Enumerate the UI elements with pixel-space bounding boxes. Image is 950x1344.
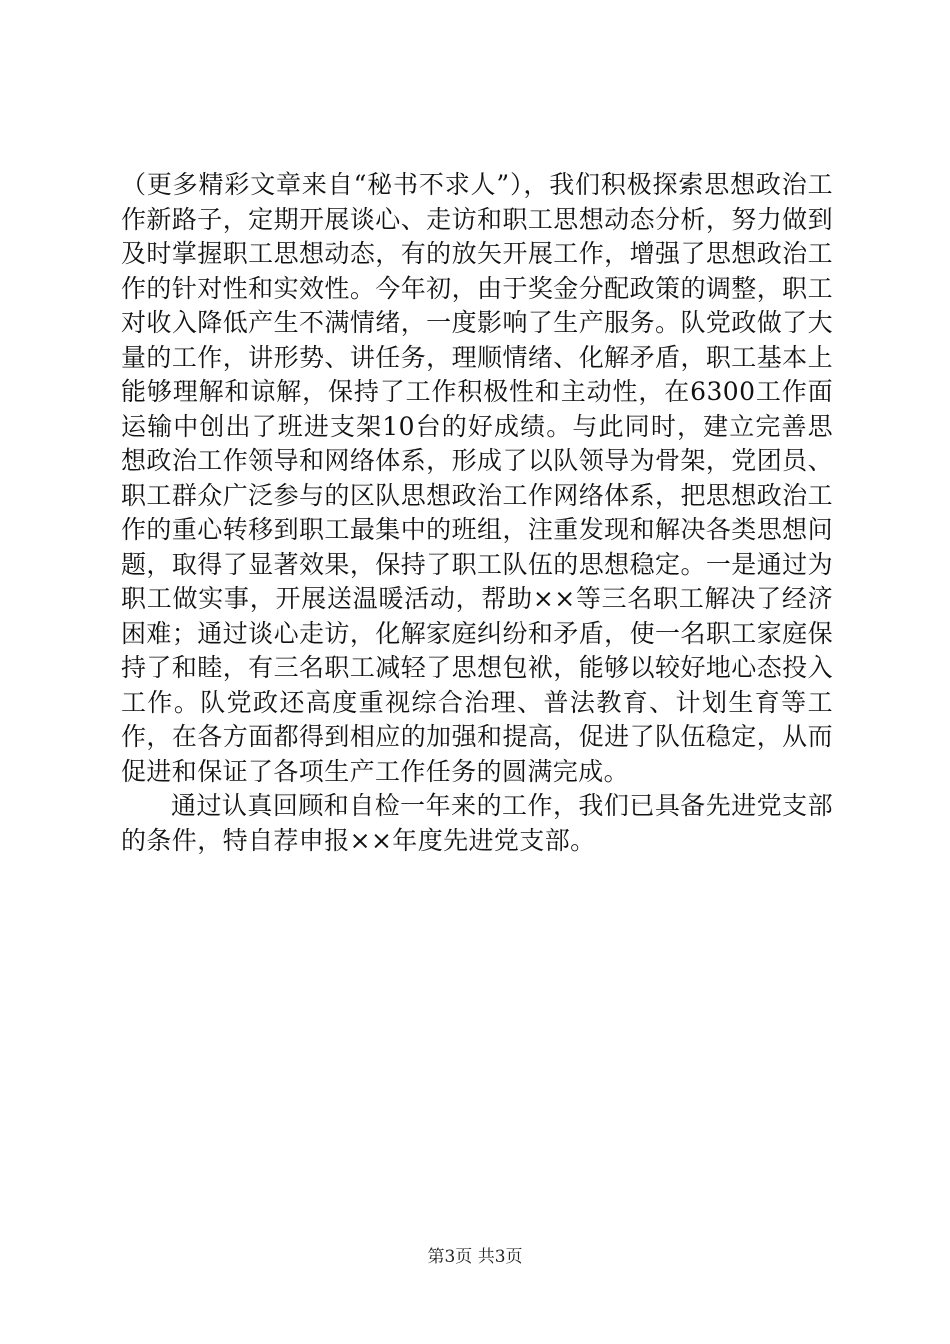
body-paragraph: 通过认真回顾和自检一年来的工作，我们已具备先进党支部的条件，特自荐申报××年度先进党支部。 <box>121 791 833 855</box>
body-paragraph: （更多精彩文章来自“秘书不求人”），我们积极探索思想政治工作新路子，定期开展谈心、走访和职工思想动态分析，努力做到及时掌握职工思想动态，有的放矢开展工作，增强了思想政治工作的针对性和实效性。今年初，由于奖金分配政策的调整，职工对收入降低产生不满情绪，一度影响了生产服务。队党政做了大量的工作，讲形势、讲任务，理顺情绪、化解矛盾，职工基本上能够理解和谅解，保持了工作积极性和主动性，在6300工作面运输中创出了班进支架10台的好成绩。与此同时，建立完善思想政治工作领导和网络体系，形成了以队领导为骨架，党团员、职工群众广泛参与的区队思想政治工作网络体系，把思想政治工作的重心转移到职工最集中的班组，注重发现和解决各类思想问题，取得了显著效果，保持了职工队伍的思想稳定。一是通过为职工做实事，开展送温暖活动，帮助××等三名职工解决了经济困难；通过谈心走访，化解家庭纠纷和矛盾，使一名职工家庭保持了和睦，有三名职工减轻了思想包袱，能够以较好地心态投入工作。队党政还高度重视综合治理、普法教育、计划生育等工作，在各方面都得到相应的加强和提高，促进了队伍稳定，从而促进和保证了各项生产工作任务的圆满完成。 <box>121 170 833 786</box>
page-footer: 第3页 共3页 <box>427 1247 523 1267</box>
document-body <box>121 168 833 858</box>
